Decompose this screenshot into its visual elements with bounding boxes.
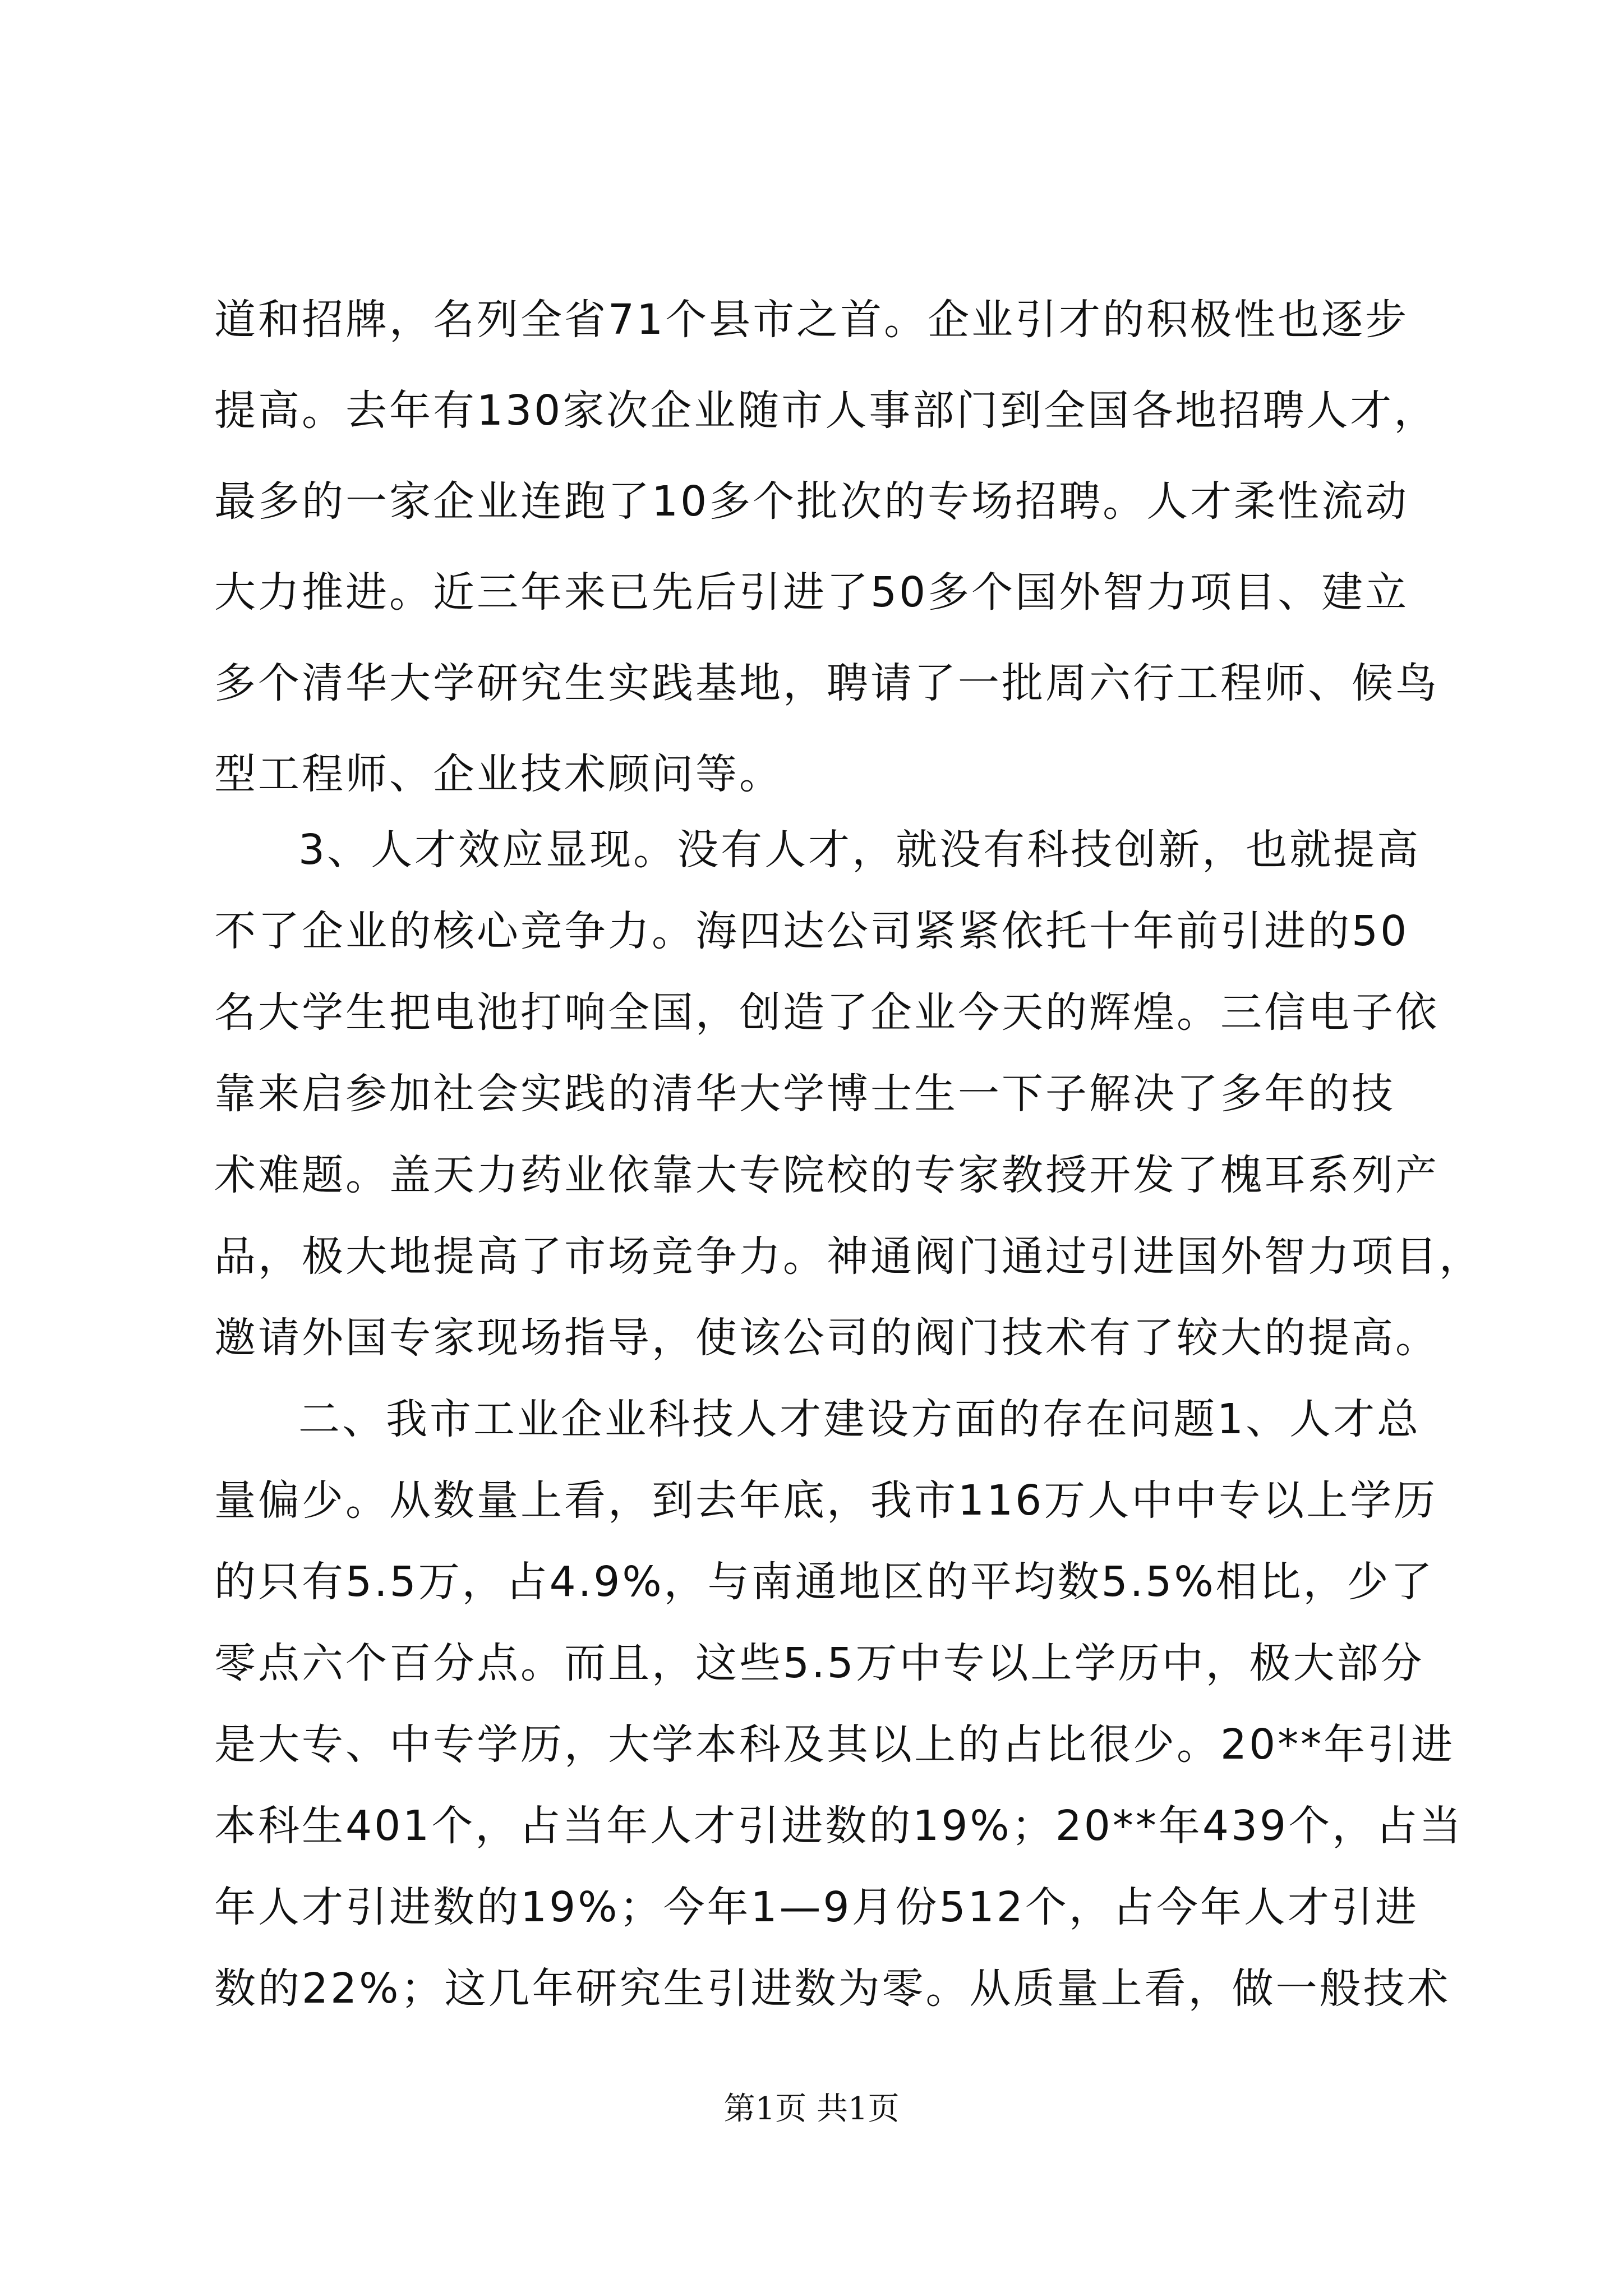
text-line: 3、人才效应显现。没有人才，就没有科技创新，也就提高 [298, 826, 1421, 874]
text-line: 名大学生把电池打响全国，创造了企业今天的辉煌。三信电子依 [214, 988, 1439, 1037]
text-line: 最多的一家企业连跑了10多个批次的专场招聘。人才柔性流动 [214, 477, 1409, 526]
text-line: 数的22%；这几年研究生引进数为零。从质量上看，做一般技术 [214, 1964, 1451, 2013]
text-line: 靠来启参加社会实践的清华大学博士生一下子解决了多年的技 [214, 1070, 1395, 1118]
text-line: 二、我市工业企业科技人才建设方面的存在问题1、人才总 [298, 1395, 1421, 1443]
text-line: 提高。去年有130家次企业随市人事部门到全国各地招聘人才， [214, 386, 1438, 435]
text-line: 不了企业的核心竞争力。海四达公司紧紧依托十年前引进的50 [214, 907, 1409, 955]
text-line: 大力推进。近三年来已先后引进了50多个国外智力项目、建立 [214, 568, 1409, 616]
text-line: 本科生401个，占当年人才引进数的19%；20**年439个，占当 [214, 1802, 1464, 1850]
text-line: 是大专、中专学历，大学本科及其以上的占比很少。20**年引进 [214, 1720, 1455, 1769]
text-line: 年人才引进数的19%；今年1—9月份512个，占今年人才引进 [214, 1883, 1419, 1931]
text-line: 道和招牌，名列全省71个县市之首。企业引才的积极性也逐步 [214, 296, 1409, 344]
text-line: 的只有5.5万，占4.9%，与南通地区的平均数5.5%相比，少了 [214, 1558, 1435, 1606]
text-line: 型工程师、企业技术顾问等。 [214, 750, 783, 798]
text-line: 多个清华大学研究生实践基地，聘请了一批周六行工程师、候鸟 [214, 659, 1439, 707]
text-line: 量偏少。从数量上看，到去年底，我市116万人中中专以上学历 [214, 1476, 1438, 1525]
page-footer: 第1页 共1页 [723, 2091, 900, 2127]
text-line: 零点六个百分点。而且，这些5.5万中专以上学历中，极大部分 [214, 1639, 1424, 1687]
text-line: 术难题。盖天力药业依靠大专院校的专家教授开发了槐耳系列产 [214, 1151, 1439, 1199]
text-line: 邀请外国专家现场指导，使该公司的阀门技术有了较大的提高。 [214, 1314, 1439, 1362]
text-line: 品，极大地提高了市场竞争力。神通阀门通过引进国外智力项目， [214, 1232, 1483, 1281]
